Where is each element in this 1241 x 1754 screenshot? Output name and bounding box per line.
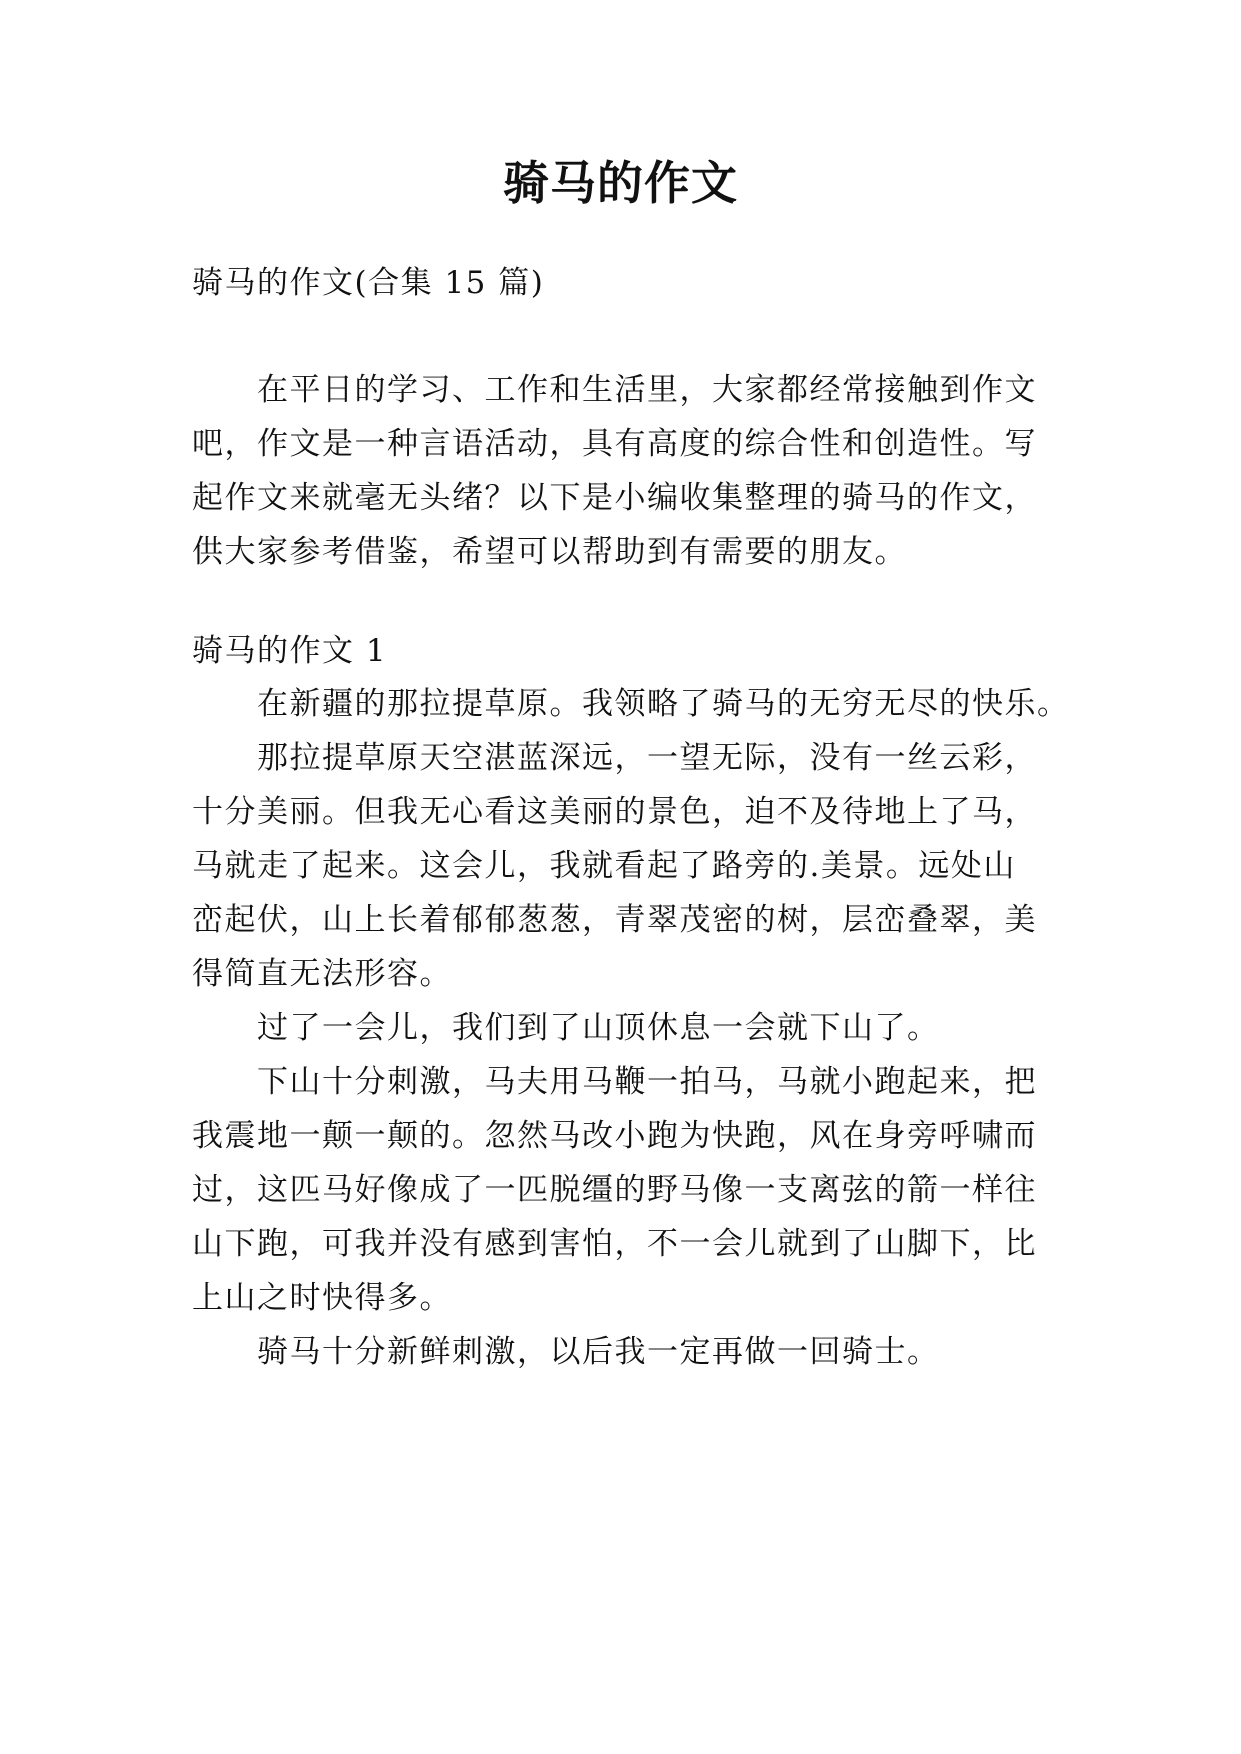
- body-line: 过，这匹马好像成了一匹脱缰的野马像一支离弦的箭一样往: [192, 1172, 1037, 1208]
- document-title: 骑马的作文: [503, 156, 738, 210]
- intro-line: 在平日的学习、工作和生活里，大家都经常接触到作文: [257, 372, 1037, 408]
- body-line: 在新疆的那拉提草原。我领略了骑马的无穷无尽的快乐。: [257, 686, 1070, 722]
- body-line: 我震地一颠一颠的。忽然马改小跑为快跑，风在身旁呼啸而: [192, 1118, 1037, 1154]
- body-line: 骑马十分新鲜刺激，以后我一定再做一回骑士。: [257, 1334, 940, 1370]
- intro-line: 起作文来就毫无头绪？以下是小编收集整理的骑马的作文，: [192, 480, 1037, 516]
- body-line: 十分美丽。但我无心看这美丽的景色，迫不及待地上了马，: [192, 794, 1037, 830]
- body-line: 峦起伏，山上长着郁郁葱葱，青翠茂密的树，层峦叠翠，美: [192, 902, 1037, 938]
- intro-line: 吧，作文是一种言语活动，具有高度的综合性和创造性。写: [192, 426, 1037, 462]
- body-line: 得简直无法形容。: [192, 956, 452, 992]
- body-line: 上山之时快得多。: [192, 1280, 452, 1316]
- body-line: 下山十分刺激，马夫用马鞭一拍马，马就小跑起来，把: [257, 1064, 1037, 1100]
- section-heading: 骑马的作文 1: [192, 633, 388, 669]
- body-line: 那拉提草原天空湛蓝深远，一望无际，没有一丝云彩，: [257, 740, 1037, 776]
- body-line: 马就走了起来。这会儿，我就看起了路旁的.美景。远处山: [192, 848, 1016, 884]
- body-line: 过了一会儿，我们到了山顶休息一会就下山了。: [257, 1010, 940, 1046]
- intro-line: 供大家参考借鉴，希望可以帮助到有需要的朋友。: [192, 534, 907, 570]
- body-line: 山下跑，可我并没有感到害怕，不一会儿就到了山脚下，比: [192, 1226, 1037, 1262]
- document-subtitle: 骑马的作文(合集 15 篇): [192, 265, 545, 301]
